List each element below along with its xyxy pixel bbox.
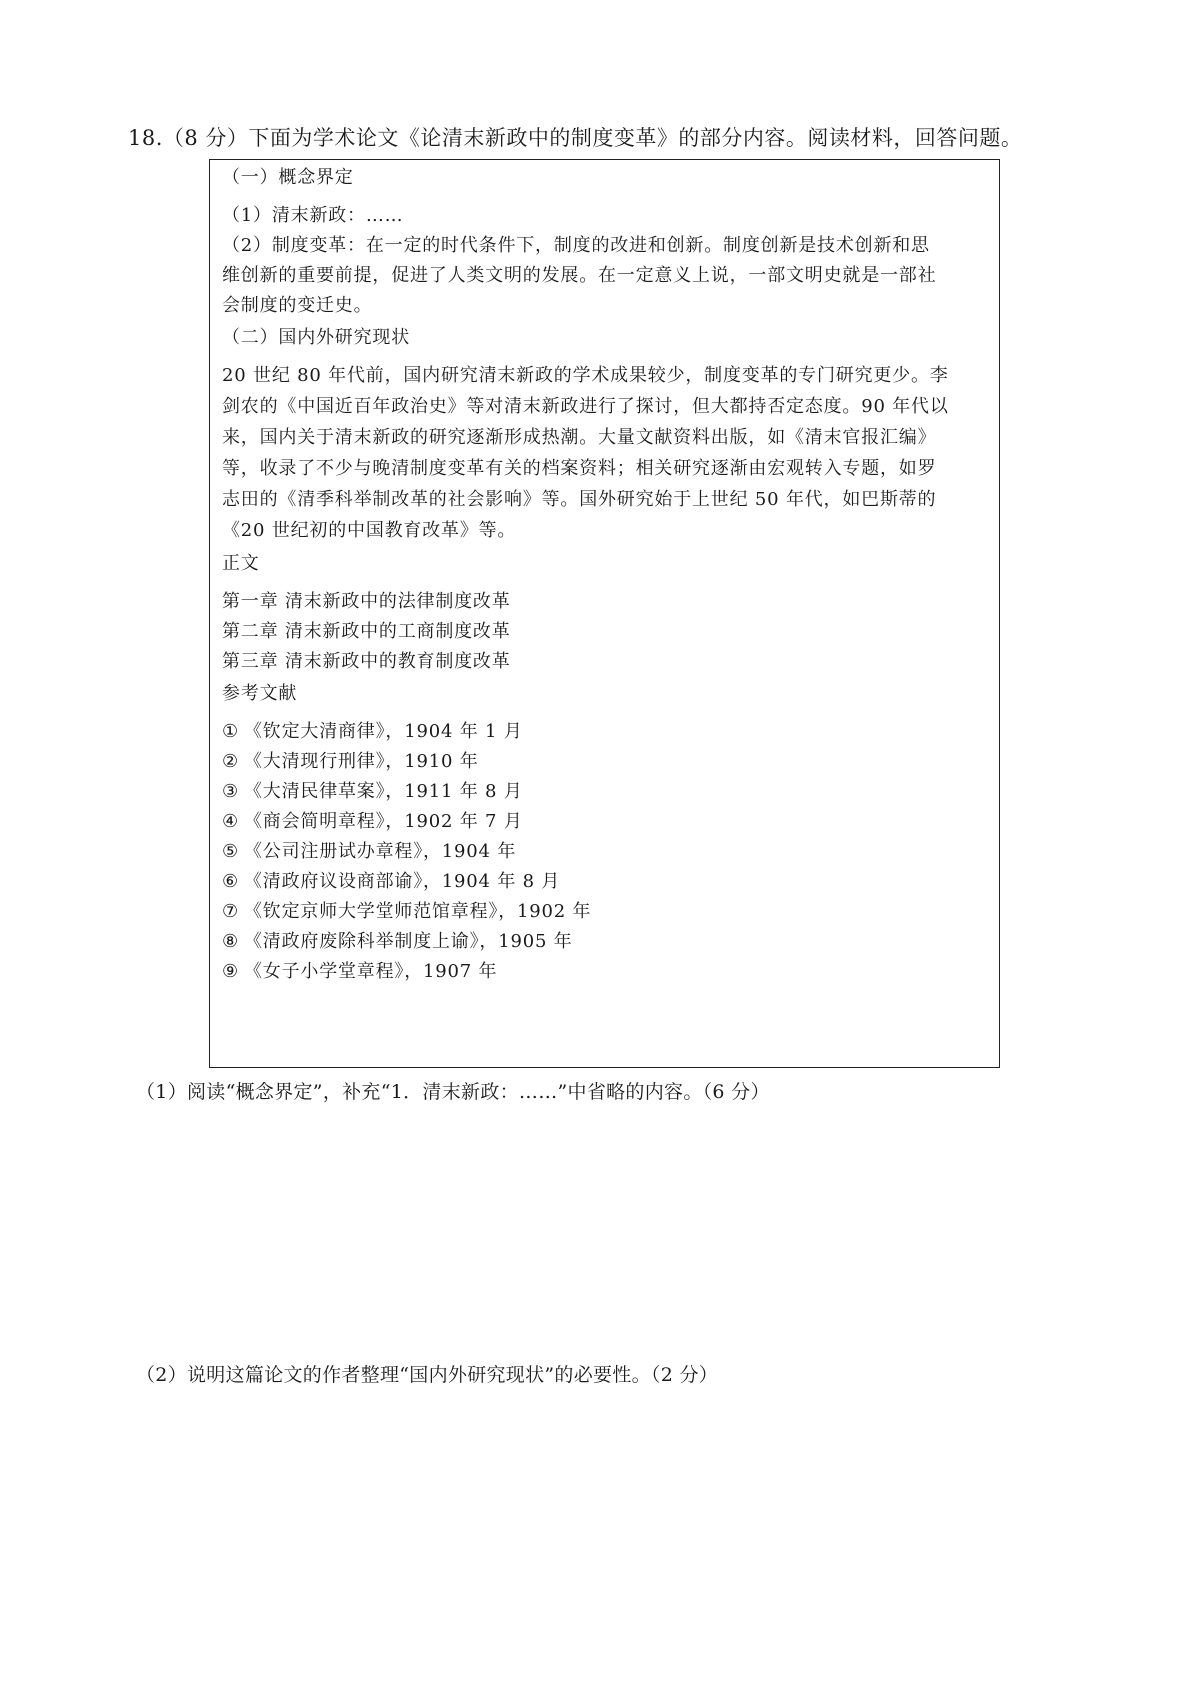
reference-text: 《清政府废除科举制度上谕》，1905 年: [244, 931, 573, 952]
reference-number: ⑦: [222, 901, 239, 922]
reference-item: [222, 837, 516, 863]
references-heading: 参考文献: [222, 683, 298, 704]
reference-number: ⑥: [222, 871, 239, 892]
reference-number: ⑤: [222, 841, 239, 862]
reference-text: 《商会简明章程》，1902 年 7 月: [244, 811, 523, 832]
reference-text: 《钦定大清商律》，1904 年 1 月: [244, 721, 523, 742]
reference-item: [222, 717, 523, 743]
chapter-item: 第二章 清末新政中的工商制度改革: [222, 621, 511, 642]
research-status-line: 剑农的《中国近百年政治史》等对清末新政进行了探讨，但大都持否定态度。90 年代以: [222, 396, 949, 417]
research-status-line: 20 世纪 80 年代前，国内研究清末新政的学术成果较少，制度变革的专门研究更少。李: [222, 365, 949, 386]
research-status-line: 《20 世纪初的中国教育改革》等。: [222, 520, 517, 541]
question-title: 18.（8 分）下面为学术论文《论清末新政中的制度变革》的部分内容。阅读材料，回答问题。: [128, 126, 1023, 150]
reference-item: [222, 897, 591, 923]
body-heading: 正文: [222, 553, 260, 574]
reference-text: 《大清现行刑律》，1910 年: [244, 751, 479, 772]
reference-item: [222, 927, 573, 953]
sub-question-1: （1）阅读“概念界定”，补充“1．清末新政：……”中省略的内容。（6 分）: [136, 1081, 770, 1103]
sub-question-2: （2）说明这篇论文的作者整理“国内外研究现状”的必要性。（2 分）: [136, 1364, 719, 1386]
section-heading-concepts: （一）概念界定: [222, 167, 354, 188]
concept-item-2-line: 会制度的变迁史。: [222, 295, 373, 316]
reference-text: 《大清民律草案》，1911 年 8 月: [244, 781, 523, 802]
reference-text: 《钦定京师大学堂师范馆章程》，1902 年: [244, 901, 592, 922]
reference-text: 《清政府议设商部谕》，1904 年 8 月: [244, 871, 561, 892]
reference-item: [222, 777, 523, 803]
reference-item: [222, 747, 479, 773]
reference-text: 《女子小学堂章程》，1907 年: [244, 961, 498, 982]
concept-item-2-line: 维创新的重要前提，促进了人类文明的发展。在一定意义上说，一部文明史就是一部社: [222, 265, 937, 286]
reference-item: [222, 807, 523, 833]
concept-item-1: （1）清末新政：……: [222, 205, 404, 226]
research-status-line: 来，国内关于清末新政的研究逐渐形成热潮。大量文献资料出版，如《清末官报汇编》: [222, 427, 937, 448]
chapter-item: 第一章 清末新政中的法律制度改革: [222, 591, 511, 612]
reference-number: ②: [222, 751, 239, 772]
reference-number: ⑨: [222, 961, 239, 982]
section-heading-research-status: （二）国内外研究现状: [222, 327, 410, 348]
research-status-line: 等，收录了不少与晚清制度变革有关的档案资料；相关研究逐渐由宏观转入专题，如罗: [222, 458, 937, 479]
concept-item-2-line: （2）制度变革：在一定的时代条件下，制度的改进和创新。制度创新是技术创新和思: [222, 235, 930, 256]
reference-item: [222, 867, 560, 893]
research-status-line: 志田的《清季科举制改革的社会影响》等。国外研究始于上世纪 50 年代，如巴斯蒂的: [222, 489, 937, 510]
reference-number: ④: [222, 811, 239, 832]
material-box: [209, 159, 1000, 1068]
reference-item: [222, 957, 497, 983]
reference-text: 《公司注册试办章程》，1904 年: [244, 841, 517, 862]
reference-number: ③: [222, 781, 239, 802]
reference-number: ①: [222, 721, 239, 742]
reference-number: ⑧: [222, 931, 239, 952]
chapter-item: 第三章 清末新政中的教育制度改革: [222, 651, 511, 672]
